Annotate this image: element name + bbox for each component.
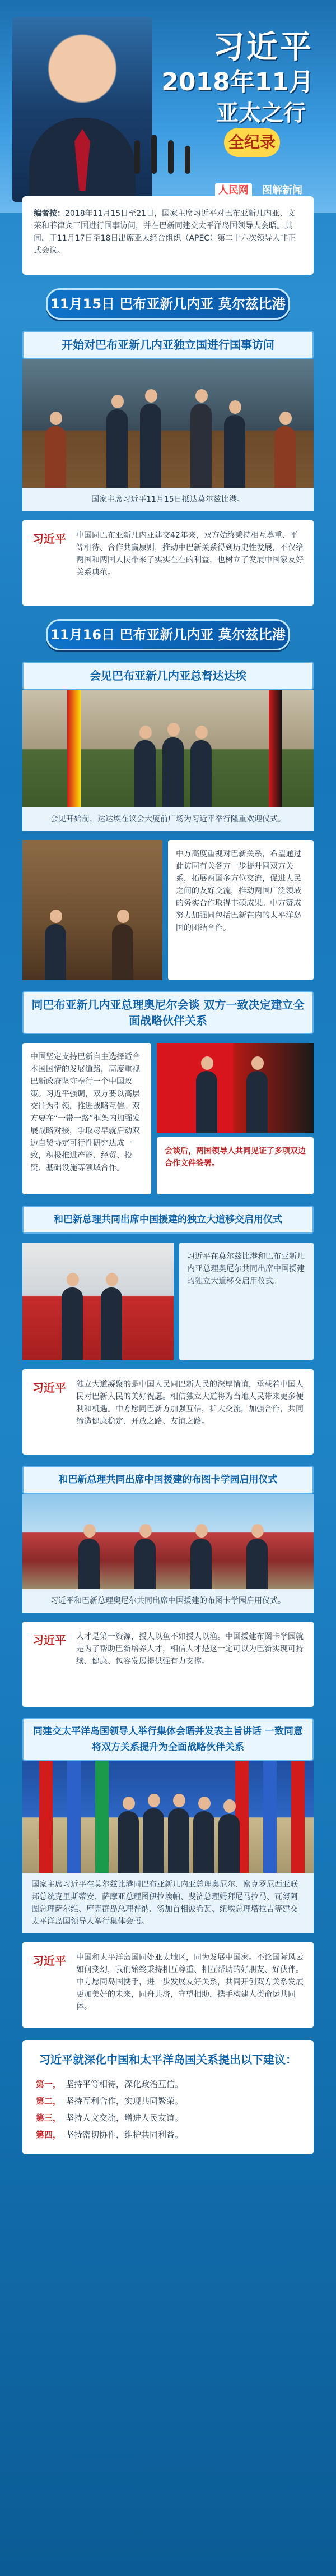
speaker-label: 习近平 [32,1381,66,1395]
speaker-label: 习近平 [32,1633,66,1647]
avenue-photo [22,1243,174,1360]
pm-talks-quote: 中国坚定支持巴新自主选择适合本国国情的发展道路，高度重视巴新政府坚守奉行一个中国政策。习近平强调，双方要以高层交往为引领，推进战略互信。双方要在“一带一路”框架内加强发展战略对接，争取尽早就启动双边自贸协定可行性研究达成一致，积极推进产能、经贸、投资、基础设施等领域合作。 [22,1043,151,1194]
editor-note [22,196,314,275]
day-ribbon-nov15: 11月15日 巴布亚新几内亚 莫尔兹比港 [46,288,290,320]
school-caption: 习近平和巴新总理奥尼尔共同出席中国援建的布图卡学园启用仪式。 [22,1589,314,1613]
summit-photo [22,1761,314,1873]
arrival-caption: 国家主席习近平11月15日抵达莫尔兹比港。 [22,488,314,511]
day-ribbon-nov16: 11月16日 巴布亚新几内亚 莫尔兹比港 [46,619,290,650]
editor-note-label: 编者按： [34,209,65,218]
proposals-box [22,2040,314,2154]
proposal-item: 第一， 坚持平等相待，深化政治互信。 [36,2079,184,2089]
school-photo [22,1494,314,1589]
tuji-logo: 图解新闻 [262,184,302,196]
title-name: 习近平 [213,29,314,66]
quote-text: 中国同巴布亚新几内亚建交42年来，双方始终秉持相互尊重、平等相待、合作共赢原则，推动中巴新关系得到历史性发展，不仅给两国和两国人民带来了实实在在的利益，也树立了发展中国家友好关系典范。 [76,531,304,577]
arrival-photo [22,359,314,488]
proposal-item: 第四， 坚持密切协作，维护共同利益。 [36,2130,184,2140]
pm-talks-photo [157,1043,314,1133]
welcome-caption: 会见开始前，达达埃在议会大厦前广场为习近平举行隆重欢迎仪式。 [22,807,314,831]
quote-card-avenue [22,1369,314,1455]
avenue-caption: 习近平在莫尔兹比港和巴布亚新几内亚总理奥尼尔共同出席中国援建的独立大道移交启用仪式。 [179,1243,314,1360]
quote-text: 人才是第一资源，授人以鱼不如授人以渔。中国援建布图卡学园就是为了帮助巴新培养人才，相信人才是这一定可以为巴新实现可持续、健康、包容发展提供强有力支撑。 [76,1632,304,1666]
governor-meeting-block [22,840,314,980]
people-logo: 人民网 [215,183,252,197]
quote-card-school [22,1622,314,1707]
microphones-icon [129,129,196,174]
proposal-item: 第二， 坚持互利合作，实现共同繁荣。 [36,2096,184,2106]
title-trip: 亚太之行 [216,100,306,126]
proposal-item: 第三， 坚持人文交流，增进人民友谊。 [36,2113,184,2123]
governor-quote: 中方高度重视对巴新关系，希望通过此访同有关各方一步提升同双方关系，拓展两国多方位交流，促进人民之间的友好交流，推动两国广泛领域的务实合作取得丰硕成果。中方赞成努力加强同包括巴新在内的太平洋岛国的团结合作。 [168,840,314,980]
editor-note-text: 2018年11月15日至21日，国家主席习近平对巴布亚新几内亚、文莱和菲律宾三国进行国事访问，并在巴新同建交太平洋岛国领导人会晤。其间，于11月17日至18日出席亚太经合组织（APEC）第二十六次领导人非正式会议。 [34,209,296,255]
pm-talks-caption: 会谈后，两国领导人共同见证了多项双边合作文件签署。 [157,1137,314,1194]
speaker-label: 习近平 [32,532,66,546]
quote-text: 中国和太平洋岛国同处亚太地区，同为发展中国家。不论国际风云如何变幻，我们始终秉持相互尊重、相互帮助的好朋友、好伙伴。中方愿同岛国携手，进一步发展友好关系，共同开创双方关系发展更加美好的未来，同舟共济，守望相助，携手构建人类命运共同体。 [76,1953,304,2011]
section-arrival-title: 开始对巴布亚新几内亚独立国进行国事访问 [22,331,314,359]
section-avenue-title: 和巴新总理共同出席中国援建的独立大道移交启用仪式 [22,1206,314,1234]
quote-text: 独立大道凝聚的是中国人民同巴新人民的深厚情谊，承载着中国人民对巴新人民的美好祝愿。相信独立大道将为当地人民带来更多便利和机遇。中方愿同巴新方加强互信，扩大交流，加强合作，共同缔造健康稳定、开放之路、友谊之路。 [76,1380,304,1426]
section-governor-title: 会见巴布亚新几内亚总督达达埃 [22,662,314,690]
title-date: 2018年11月 [161,68,314,96]
pm-talks-block [22,1043,314,1194]
leader-portrait [12,17,152,202]
record-badge: 全纪录 [224,128,280,157]
governor-meeting-photo [22,840,162,980]
proposals-list [36,2076,300,2143]
header-banner [0,0,336,213]
section-pm-talks-title: 同巴布亚新几内亚总理奥尼尔会谈 双方一致决定建立全面战略伙伴关系 [22,991,314,1034]
quote-card-relations [22,520,314,606]
section-school-title: 和巴新总理共同出席中国援建的布图卡学园启用仪式 [22,1466,314,1494]
section-summit-title: 同建交太平洋岛国领导人举行集体会晤并发表主旨讲话 一致同意将双方关系提升为全面战略伙伴关系 [22,1718,314,1761]
welcome-ceremony-photo [22,690,314,807]
speaker-label: 习近平 [32,1954,66,1968]
logo-bar [208,182,302,197]
proposals-title: 习近平就深化中国和太平洋岛国关系提出以下建议： [39,2053,297,2066]
quote-card-summit [22,1942,314,2028]
summit-caption: 国家主席习近平在莫尔兹比港同巴布亚新几内亚总理奥尼尔、密克罗尼西亚联邦总统克里斯蒂安、萨摩亚总理图伊拉埃帕、斐济总理姆拜尼马拉马、瓦努阿图总理萨尔维、库克群岛总理普纳、汤加首相波希瓦、纽埃总理塔拉吉等建交太平洋岛国领导人举行集体会晤。 [22,1873,314,1933]
avenue-block [22,1243,314,1360]
